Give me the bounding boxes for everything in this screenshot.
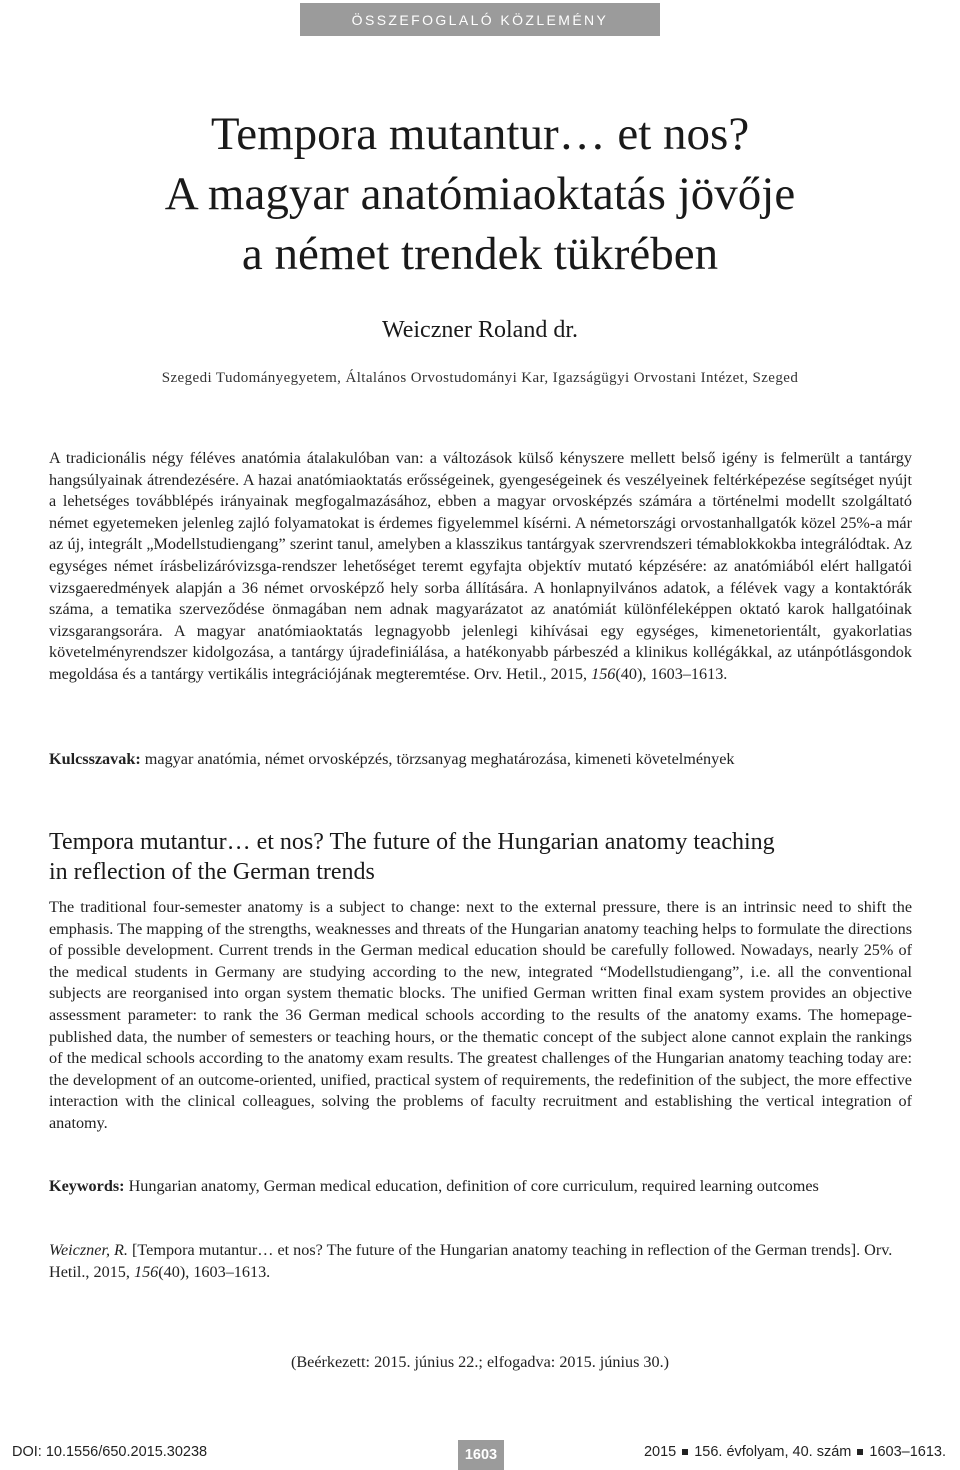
title-line-2: A magyar anatómiaoktatás jövője [164, 168, 796, 220]
page-footer [0, 1438, 960, 1470]
article-title [60, 104, 900, 284]
abstract-hu-text: A tradicionális négy féléves anatómia átalakulóban van: a változások külső kényszere mellett belső igény is felmerült a tantárgy hangsúlyainak átrendezésére. A hazai anatómiaoktatás erősségeinek, gyengeségeinek és veszélyeinek feltérképezése segítséget nyújt a lehetséges továbblépés irányainak megfogalmazásához, ebben a magyar orvosképzés számára a történelmi modellt szolgáltató német egyetemeken jelenleg zajló folyamatokat is érdemes figyelemmel kísérni. A németországi orvostanhallgatók közel 25%-a már az új, integrált „Modellstudiengang” szerint tanul, amelyben a klasszikus tantárgyak szervrendszeri témablokkokba integrálódtak. Az egységes német írásbelizáróvizsga-rendszer lehetőséget teremt egyfajta objektív mutató képzésére: az anatómiából elért hallgatói vizsgaeredmények alapján a 36 német orvosképző hely sorba állítására. A honlapnyilvános adatok, a félévek vagy a kontaktórák száma, a tematika szerveződése önmagában nem adnak magyarázatot az anatómiát különféleképpen oktató karok hallgatóinak vizsgarangsorára. A magyar anatómiaoktatás legnagyobb jelenlegi kihívásai egy egységes, kimenetorientált, gyakorlatias követelményrendszer kidolgozása, a tantárgy újradefiniálása, a hatékonyabb párbeszéd a klinikus kollégákkal, az utánpótlásgondok megoldása és a tantárgy vertikális integrációjának megteremtése. Orv. Hetil., 2015, [49, 449, 912, 683]
author-affiliation: Szegedi Tudományegyetem, Általános Orvostudományi Kar, Igazságügyi Orvostani Intézet, Szeged [161, 370, 799, 386]
keywords-hu-label: Kulcsszavak: [49, 750, 141, 768]
footer-doi: DOI: 10.1556/650.2015.30238 [12, 1444, 208, 1460]
keywords-en-text: Hungarian anatomy, German medical education, definition of core curriculum, required learning outcomes [124, 1177, 819, 1195]
keywords-hungarian [49, 749, 912, 771]
abstract-hungarian [49, 448, 912, 686]
citation [49, 1240, 912, 1283]
abstract-english: The traditional four-semester anatomy is a subject to change: next to the external pressure, there is an intrinsic need to shift the emphasis. The mapping of the strengths, weaknesses and threats of the Hungarian anatomy teaching helps to formulate the directions of possible development. Current trends in the German medical education should be carefully followed. Nowadays, nearly 25% of the medical students in Germany are studying according to the new, integrated “Modellstudiengang”, i.e. all the conventional subjects are reorganised into organ system thematic blocks. The unified German written final exam system provides an objective assessment parameter: to rank the 36 German medical schools according to the results of the anatomy exams. The homepage-published data, the number of semesters or teaching hours, or the thematic concept of the subject alone cannot explain the rankings of the medical schools according to the anatomy exam results. The greatest challenges of the Hungarian anatomy teaching today are: the development of an outcome-oriented, unified, practical system of requirements, the redefinition of the subject, the more effective interaction with the clinical colleagues, solving the problems of faculty recruitment and establishing the vertical integration of anatomy. [49, 898, 912, 1132]
received-dates: (Beérkezett: 2015. június 22.; elfogadva: 2015. június 30.) [290, 1353, 670, 1371]
keywords-english [49, 1176, 912, 1198]
footer-pages: 1603–1613. [869, 1444, 946, 1460]
section-label: ÖSSZEFOGLALÓ KÖZLEMÉNY [351, 11, 609, 28]
title-line-1: Tempora mutantur… et nos? [210, 108, 750, 160]
abstract-hu-volume: 156 [591, 664, 616, 683]
english-title-line-2: in reflection of the German trends [49, 859, 375, 885]
footer-year: 2015 [643, 1444, 677, 1460]
author-name: Weiczner Roland dr. [382, 317, 578, 343]
english-title-line-1: Tempora mutantur… et nos? The future of the Hungarian anatomy teaching [49, 829, 775, 855]
abstract-hu-issue: (40), 1603–1613. [615, 664, 728, 683]
citation-issue: (40), 1603–1613. [158, 1262, 271, 1281]
citation-volume: 156 [133, 1262, 159, 1281]
separator-square-icon [857, 1449, 863, 1455]
footer-volume: 156. évfolyam, 40. szám [694, 1444, 852, 1460]
keywords-en-label: Keywords: [49, 1177, 125, 1195]
page-number: 1603 [458, 1440, 504, 1470]
citation-author: Weiczner, R. [49, 1241, 128, 1259]
title-line-3: a német trendek tükrében [241, 228, 719, 280]
citation-text: [Tempora mutantur… et nos? The future of the Hungarian anatomy teaching in reflection of the German trends]. Orv. Hetil., 2015, [49, 1241, 893, 1281]
section-header [300, 3, 660, 36]
english-title [49, 827, 912, 887]
separator-square-icon [682, 1449, 688, 1455]
footer-issue [644, 1444, 946, 1460]
keywords-hu-text: magyar anatómia, német orvosképzés, törzsanyag meghatározása, kimeneti követelmények [140, 750, 735, 768]
